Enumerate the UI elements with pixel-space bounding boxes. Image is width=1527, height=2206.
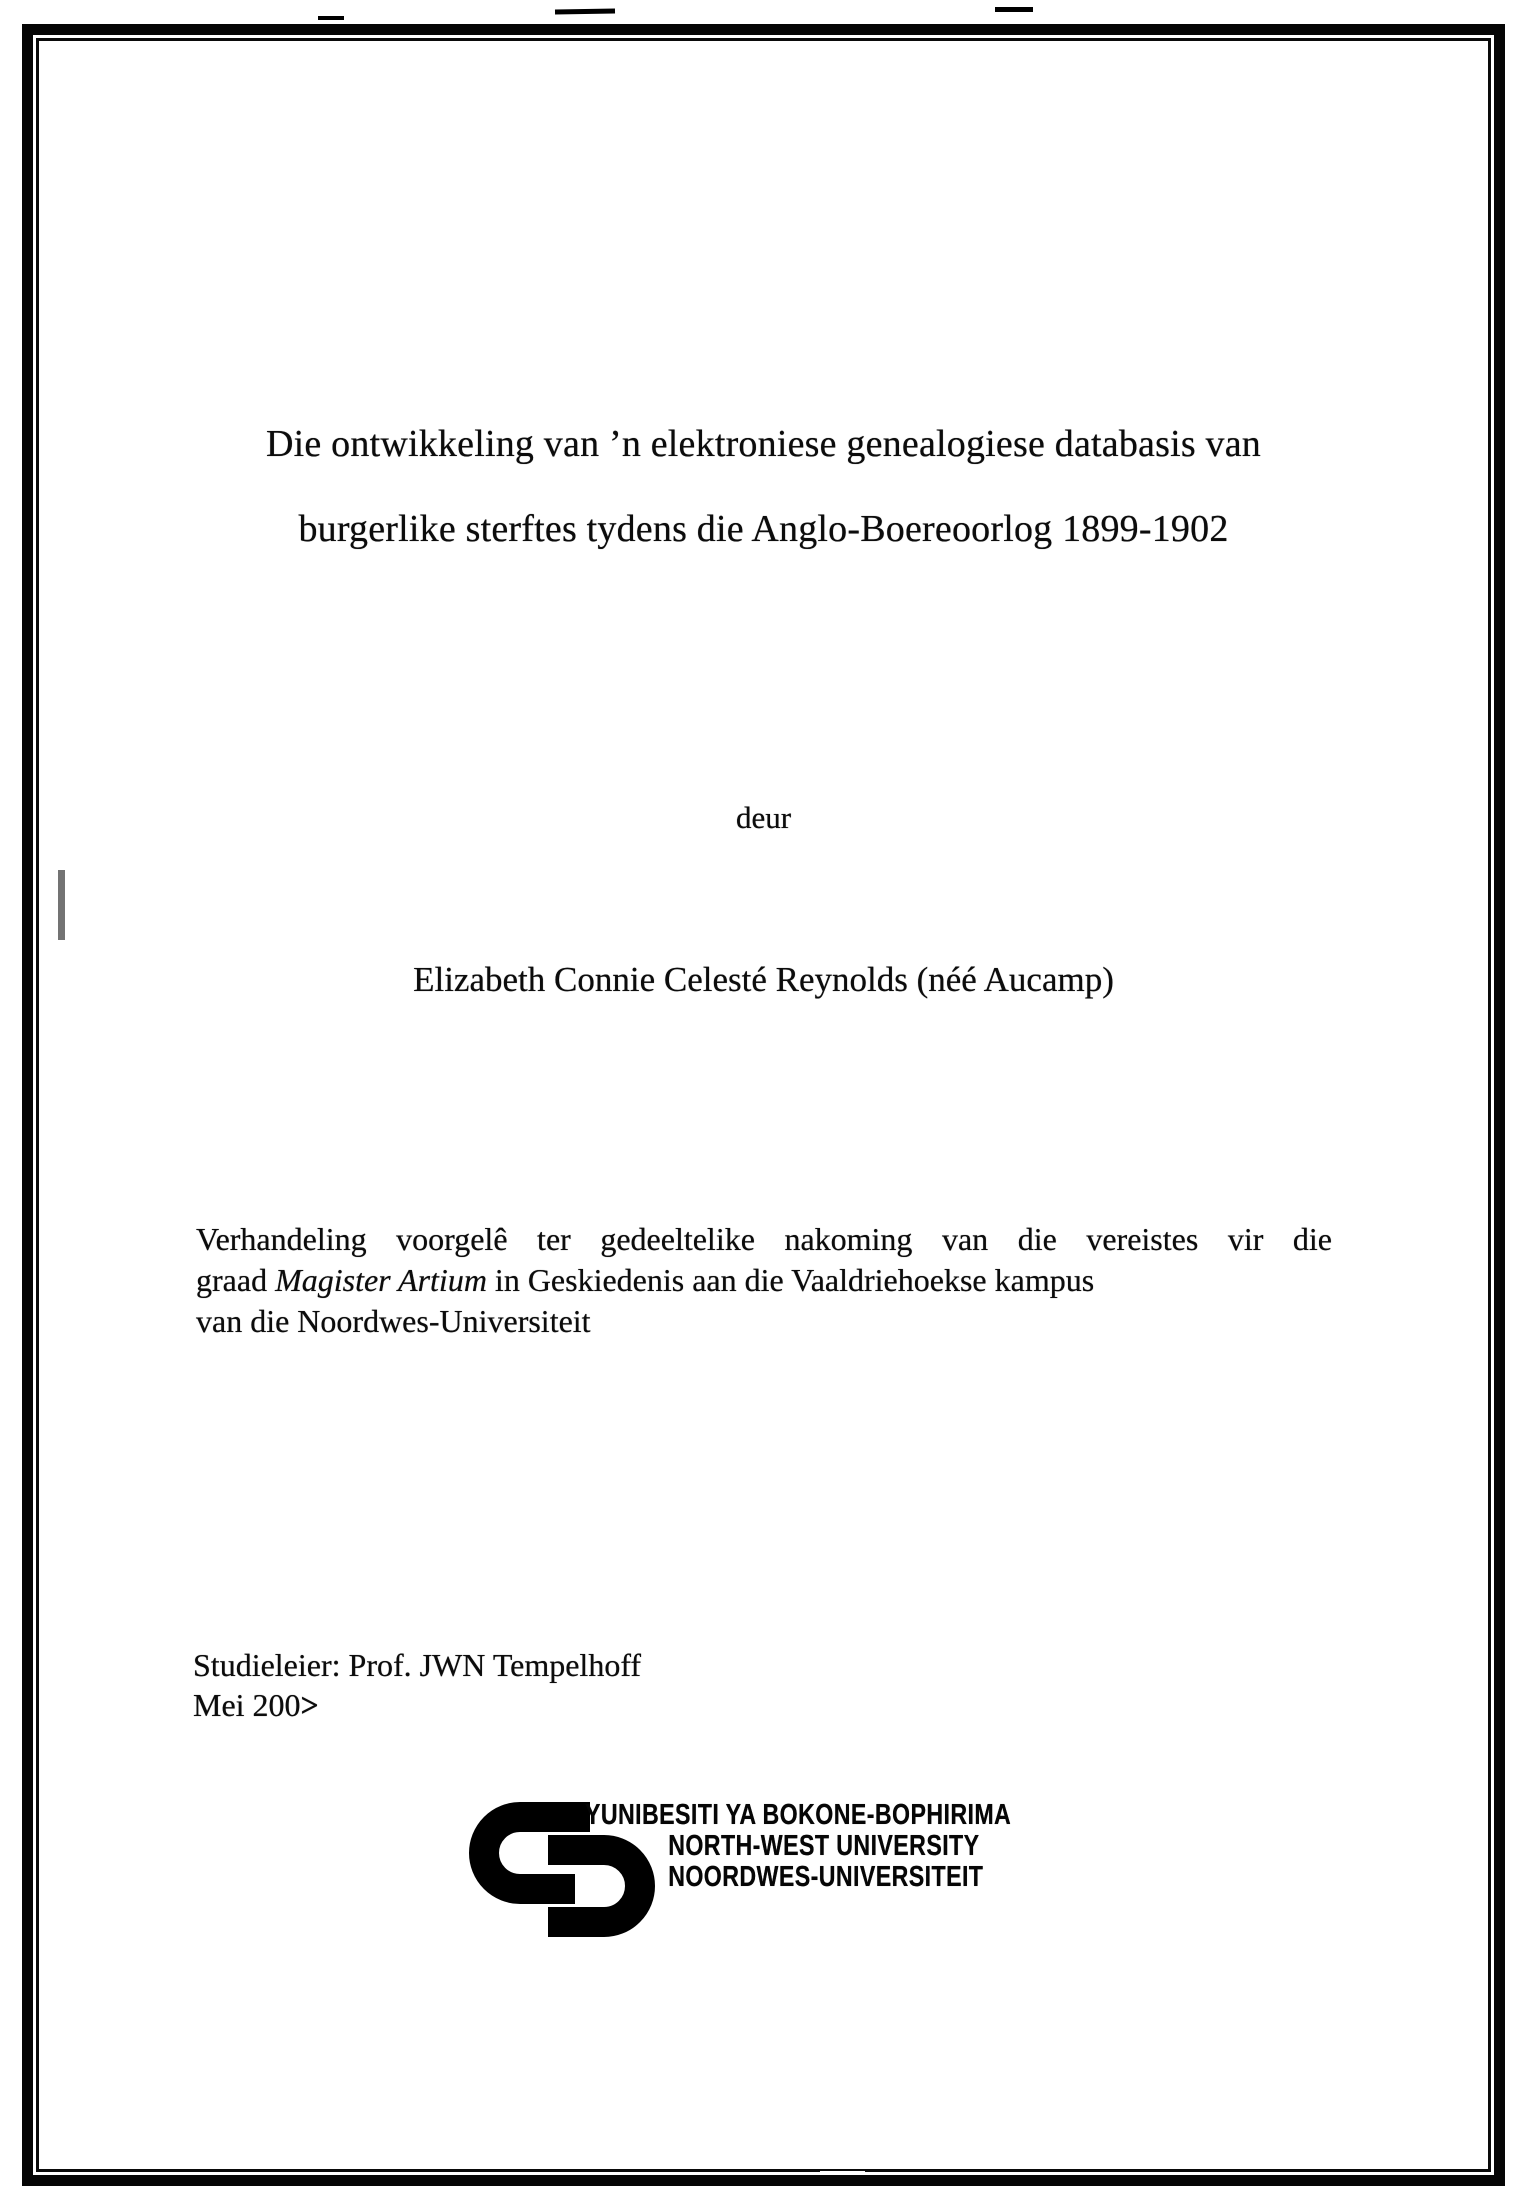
date-line [193, 1685, 641, 1725]
thesis-title-line2: burgerlike sterftes tydens die Anglo-Boereoorlog 1899-1902 [298, 508, 1229, 550]
scan-artifact [995, 7, 1033, 12]
scan-artifact [58, 870, 65, 940]
degree-statement-line1: Verhandeling voorgelê ter gedeeltelike nakoming van die vereistes vir die [196, 1221, 1332, 1257]
scan-artifact [330, 2172, 390, 2175]
degree-statement-line2 [196, 1260, 1332, 1301]
degree-name-italic: Magister Artium [275, 1262, 487, 1298]
scan-artifact [820, 2171, 865, 2174]
logo-text-line1: YUNIBESITI YA BOKONE-BOPHIRIMA [585, 1799, 1012, 1831]
author-name: Elizabeth Connie Celesté Reynolds (néé Aucamp) [413, 960, 1114, 999]
logo-text-line3: NOORDWES-UNIVERSITEIT [668, 1861, 984, 1893]
date-prefix: Mei 200 [193, 1687, 301, 1723]
date-last-digit-glyph: > [300, 1686, 319, 1724]
thesis-title-line1: Die ontwikkeling van ’n elektroniese genealogiese databasis van [266, 423, 1261, 465]
degree-statement-line3: van die Noordwes-Universiteit [196, 1303, 591, 1339]
supervisor-line: Studieleier: Prof. JWN Tempelhoff [193, 1647, 642, 1683]
university-logo-text [585, 1800, 1081, 1893]
scan-artifact [318, 16, 344, 20]
thesis-title [0, 402, 1527, 572]
statement-line2-post: in Geskiedenis aan die Vaaldriehoekse kampus [486, 1262, 1095, 1298]
scan-artifact [555, 8, 615, 14]
statement-line2-pre: graad [196, 1262, 276, 1298]
supervisor-block [193, 1645, 641, 1725]
logo-text-line2: NORTH-WEST UNIVERSITY [668, 1830, 980, 1862]
degree-statement [196, 1219, 1332, 1342]
byline-label: deur [735, 800, 792, 835]
